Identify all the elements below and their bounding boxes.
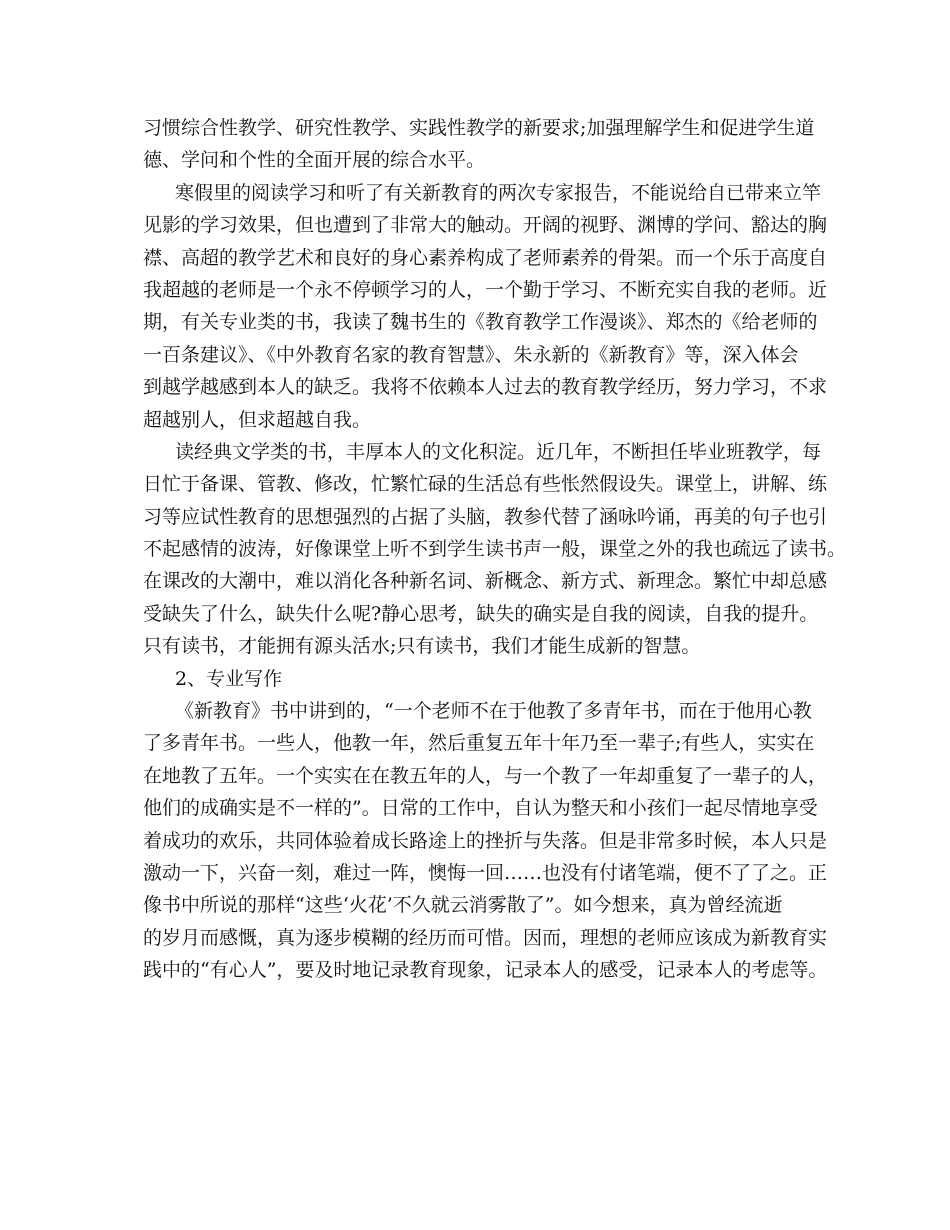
text-line: 到越学越感到本人的缺乏。我将不依赖本人过去的教育教学经历，努力学习，不求 <box>143 376 828 399</box>
text-line: 受缺失了什么，缺失什么呢?静心思考，缺失的确实是自我的阅读，自我的提升。 <box>143 602 819 625</box>
text-line: 像书中所说的那样“这些‘火花’不久就云消雾散了”。如今想来，真为曾经流逝 <box>143 894 783 917</box>
text-line: 习惯综合性教学、研究性教学、实践性教学的新要求;加强理解学生和促进学生道 <box>143 117 815 139</box>
text-line: 他们的成确实是不一样的”。日常的工作中，自认为整天和小孩们一起尽情地享受 <box>143 797 818 820</box>
text-line: 在课改的大潮中，难以消化各种新名词、新概念、新方式、新理念。繁忙中却总感 <box>143 570 828 593</box>
text-line: 习等应试性教育的思想强烈的占据了头脑，教参代替了涵咏吟诵，再美的句子也引 <box>143 505 828 528</box>
text-line: 我超越的老师是一个永不停顿学习的人，一个勤于学习、不断充实自我的老师。近 <box>143 278 828 301</box>
text-line: 2、专业写作 <box>175 667 283 690</box>
text-line: 期，有关专业类的书，我读了魏书生的《教育教学工作漫谈》、郑杰的《给老师的 <box>143 311 818 334</box>
text-line: 日忙于备课、管教、修改，忙繁忙碌的生活总有些怅然假设失。课堂上，讲解、练 <box>143 473 828 496</box>
text-line: 践中的“有心人”，要及时地记录教育现象，记录本人的感受，记录本人的考虑等。 <box>143 959 828 982</box>
text-line: 超越别人，但求超越自我。 <box>143 408 372 431</box>
text-line: 德、学问和个性的全面开展的综合水平。 <box>143 149 486 172</box>
text-line: 不起感情的波涛，好像课堂上听不到学生读书声一般，课堂之外的我也疏远了读书。 <box>143 538 847 561</box>
text-line: 见影的学习效果，但也遭到了非常大的触动。开阔的视野、渊博的学问、豁达的胸 <box>143 214 828 237</box>
text-line: 读经典文学类的书，丰厚本人的文化积淀。近几年，不断担任毕业班教学，每 <box>175 440 822 463</box>
text-line: 激动一下，兴奋一刻，难过一阵，懊悔一回……也没有付诸笔端，便不了了之。正 <box>143 861 828 884</box>
text-line: 寒假里的阅读学习和听了有关新教育的两次专家报告，不能说给自已带来立竿 <box>175 181 822 204</box>
text-line: 了多青年书。一些人，他教一年，然后重复五年十年乃至一辈子;有些人，实实在 <box>143 732 815 755</box>
text-line: 在地教了五年。一个实实在在教五年的人，与一个教了一年却重复了一辈子的人， <box>143 764 828 787</box>
text-line: 着成功的欢乐，共同体验着成长路途上的挫折与失落。但是非常多时候，本人只是 <box>143 829 828 852</box>
document-body <box>143 112 847 987</box>
text-line: 《新教育》书中讲到的，“一个老师不在于他教了多青年书，而在于他用心教 <box>175 700 812 723</box>
text-line: 一百条建议》、《中外教育名家的教育智慧》、朱永新的《新教育》等，深入体会 <box>143 343 799 366</box>
text-line: 只有读书，才能拥有源头活水;只有读书，我们才能生成新的智慧。 <box>143 635 701 658</box>
text-line: 襟、高超的教学艺术和良好的身心素养构成了老师素养的骨架。而一个乐于高度自 <box>143 246 828 269</box>
text-line: 的岁月而感慨，真为逐步模糊的经历而可惜。因而，理想的老师应该成为新教育实 <box>143 926 828 949</box>
